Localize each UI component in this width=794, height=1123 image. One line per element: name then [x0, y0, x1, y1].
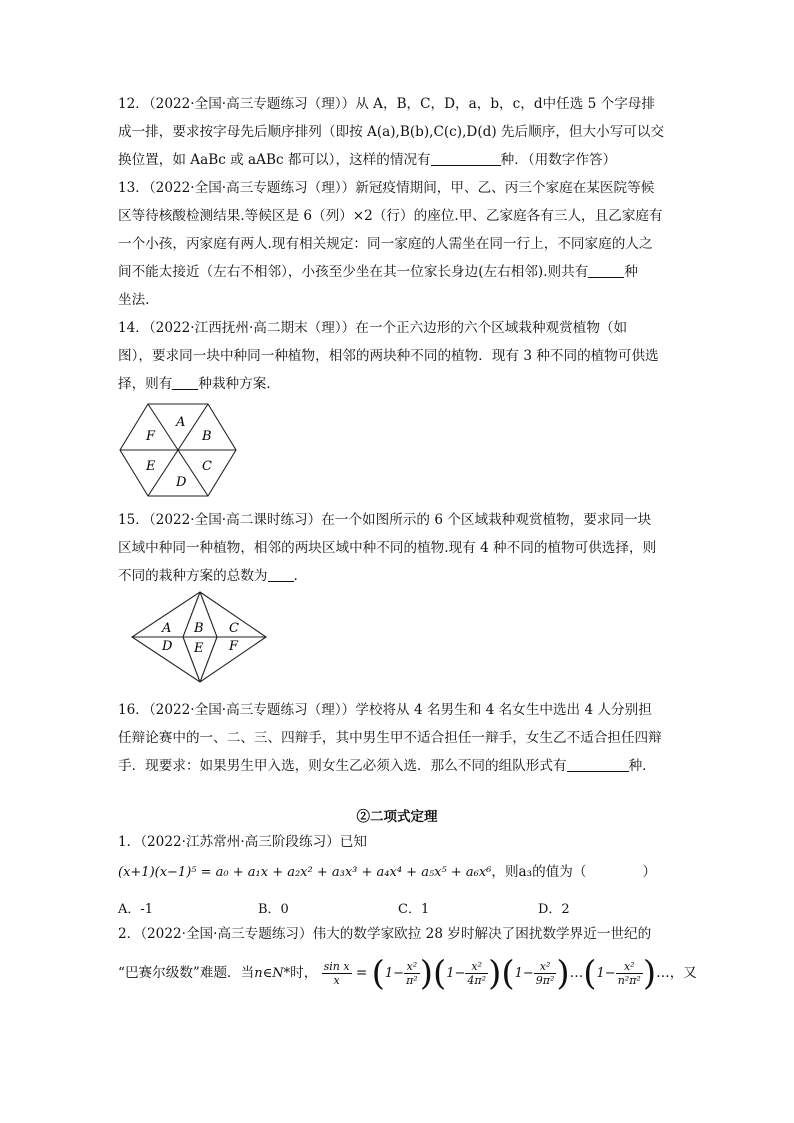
q13-line-4	[118, 258, 678, 286]
q13-line-1: 13．（2022·全国·高三专题练习（理））新冠疫情期间，甲、乙、丙三个家庭在某医院等候	[118, 180, 655, 196]
ellipsis: …	[656, 965, 670, 981]
q14-line-1: 14．（2022·江西抚州·高二期末（理））在一个正六边形的六个区域栽种观赏植物（如	[118, 320, 628, 336]
answer-blank	[431, 151, 501, 166]
option-b[interactable]: B．0	[258, 902, 289, 917]
paren-close: )	[488, 953, 502, 994]
binomial-question-2	[118, 920, 697, 998]
factor-fraction-3	[534, 960, 557, 987]
region-label-e: E	[146, 459, 156, 474]
q16-line-3-text: 手．现要求：如果男生甲入选，则女生乙必须入选．那么不同的组队形式有	[118, 758, 567, 774]
region-label-f: F	[229, 639, 239, 654]
factor-one: 1−	[514, 966, 534, 981]
answer-blank	[268, 567, 294, 582]
q15-line-3-end: .	[293, 568, 298, 584]
b1-formula-line	[118, 856, 678, 888]
option-a[interactable]: A．-1	[118, 902, 154, 917]
region-label-b: B	[202, 429, 212, 444]
b2-line-2-text: “巴赛尔级数”难题．当	[118, 965, 255, 981]
question-12	[118, 90, 678, 174]
b2-line-1: 2．（2022·全国·高三专题练习）伟大的数学家欧拉 28 岁时解决了困扰数学界近一世纪的	[118, 926, 652, 942]
question-16	[118, 696, 678, 780]
question-14	[118, 314, 678, 398]
b1-formula: (x+1)(x−1)⁵ = a₀ + a₁x + a₂x² + a₃x³ + a₄x⁴ + a₅x⁵ + a₆x⁶	[118, 865, 492, 880]
region-label-e: E	[194, 641, 204, 656]
paren-close: )	[642, 953, 657, 994]
factor-one: 1−	[446, 966, 466, 981]
q16-line-1: 16．（2022·全国·高三专题练习（理））学校将从 4 名男生和 4 名女生中选出 4 人分别担	[118, 702, 652, 718]
q13-line-4-text: 间不能太接近（左右不相邻），小孩至少坐在其一位家长身边(左右相邻).则共有	[118, 264, 589, 280]
hexagon-figure	[118, 400, 238, 500]
q13-line-3: 一个小孩，丙家庭有两人.现有相关规定：同一家庭的人需坐在同一行上，不同家庭的人之	[118, 236, 653, 252]
question-15	[118, 506, 678, 590]
factor-2-den: 4π²	[467, 974, 487, 987]
answer-blank	[172, 375, 198, 390]
q12-line-1: 12．（2022·全国·高三专题练习（理））从 A，B，C，D，a，b，c，d中任选 5 个字母排	[118, 96, 655, 112]
equals-sign: =	[355, 965, 368, 981]
option-c[interactable]: C．1	[398, 902, 430, 917]
answer-blank	[567, 757, 629, 772]
b2-condition: n∈N*	[254, 966, 291, 981]
factor-1-den: π²	[406, 974, 418, 987]
q12-line-3-text: 换位置，如 AaBc 或 aABc 都可以），这样的情况有	[118, 152, 431, 168]
q15-line-2: 区域中种同一种植物，相邻的两块区域中种不同的植物.现有 4 种不同的植物可供选择，则	[118, 540, 657, 556]
region-label-c: C	[229, 621, 239, 636]
q16-line-2: 任辩论赛中的一、二、三、四辩手，其中男生甲不适合担任一辩手，女生乙不适合担任四辩	[118, 730, 662, 746]
region-label-a: A	[176, 415, 186, 430]
factor-1-num: x²	[404, 960, 420, 974]
factor-fraction-2	[465, 960, 488, 987]
binomial-question-1	[118, 828, 678, 888]
region-label-d: D	[162, 639, 173, 654]
paren-open: (	[501, 953, 515, 994]
paren-open: (	[583, 953, 597, 994]
q12-line-2: 成一排，要求按字母先后顺序排列（即按 A(a),B(b),C(c),D(d) 先后顺序，但大小写可以交	[118, 124, 665, 140]
q13-line-2: 区等待核酸检测结果.等候区是 6（列）×2（行）的座位.甲、乙家庭各有三人，且乙家庭有	[118, 208, 663, 224]
answer-blank	[588, 263, 624, 278]
region-label-a: A	[162, 621, 172, 636]
lhs-fraction	[322, 960, 352, 987]
factor-one: 1−	[596, 966, 616, 981]
q15-line-3	[118, 562, 678, 590]
b1-question-text: ，则a₃的值为（	[491, 864, 587, 880]
b1-line-1: 1．（2022·江苏常州·高三阶段练习）已知	[118, 834, 367, 850]
factor-fraction-1	[404, 960, 420, 987]
q15-line-3-text: 不同的栽种方案的总数为	[118, 568, 268, 584]
region-label-b: B	[194, 621, 204, 636]
factor-one: 1−	[384, 966, 405, 981]
q12-line-3	[118, 146, 678, 174]
region-label-f: F	[146, 429, 156, 444]
q15-line-1: 15．（2022·全国·高二课时练习）在一个如图所示的 6 个区域栽种观赏植物，要求同一块	[118, 512, 652, 528]
paren-close: )	[556, 953, 570, 994]
q14-line-3-end: 种栽种方案．	[198, 376, 280, 392]
b2-line-2-tail: ，又	[669, 965, 697, 981]
region-label-c: C	[202, 459, 212, 474]
factor-n-num: x²	[616, 960, 643, 974]
q14-line-3	[118, 370, 678, 398]
diamond-figure	[128, 588, 270, 688]
paren-open: (	[432, 953, 447, 994]
q13-line-4-end: 种	[624, 264, 638, 280]
paren-open: (	[371, 953, 385, 994]
option-d[interactable]: D．2	[538, 902, 570, 917]
factor-3-num: x²	[534, 960, 557, 974]
paren-close: )	[419, 953, 433, 994]
section-heading: ②二项式定理	[356, 809, 438, 825]
factor-2-num: x²	[465, 960, 488, 974]
factor-3-den: 9π²	[535, 974, 555, 987]
q12-line-3-end: 种．（用数字作答）	[500, 152, 617, 168]
q16-line-3-end: 种．	[628, 758, 656, 774]
q16-line-3	[118, 752, 678, 780]
b2-formula-line	[118, 948, 697, 998]
q14-line-3-text: 择，则有	[118, 376, 173, 392]
region-label-d: D	[176, 475, 187, 490]
q13-line-5: 坐法.	[118, 292, 150, 308]
lhs-denominator: x	[333, 974, 340, 987]
b1-close-paren: ）	[642, 864, 657, 880]
q14-line-2: 图），要求同一块中种同一种植物，相邻的两块种不同的植物．现有 3 种不同的植物可供选	[118, 348, 659, 364]
b2-line-2-when: 时，	[290, 965, 318, 981]
b1-options	[118, 898, 678, 918]
factor-fraction-n	[616, 960, 643, 987]
ellipsis: …	[569, 965, 584, 981]
lhs-numerator: sin x	[323, 960, 350, 973]
question-13	[118, 174, 678, 314]
factor-n-den: n²π²	[617, 974, 641, 987]
